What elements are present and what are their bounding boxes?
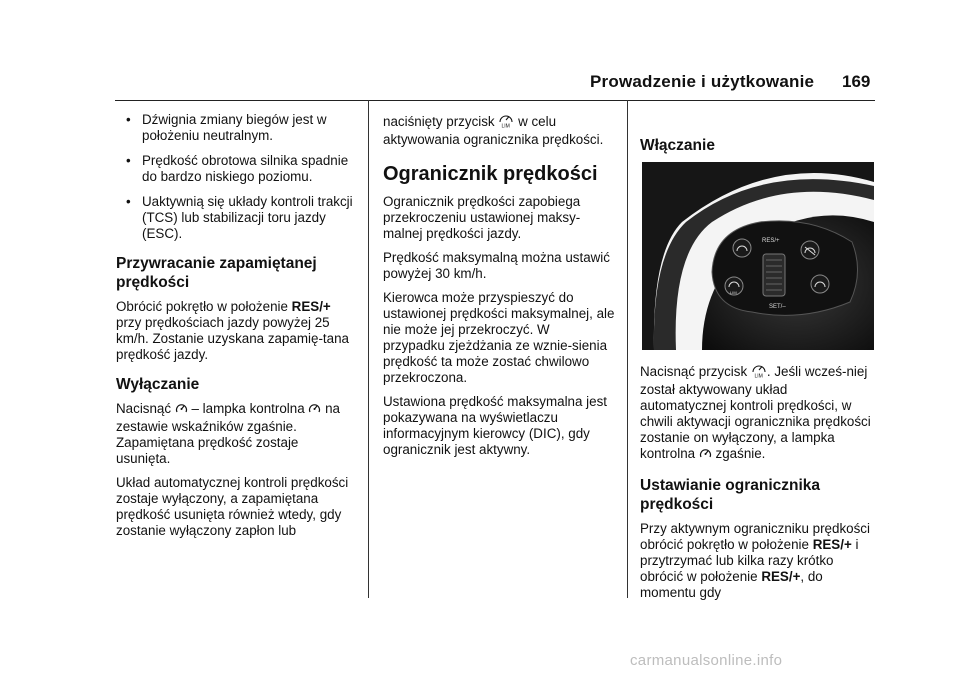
cruise-button[interactable] bbox=[733, 239, 751, 257]
speed-limiter-icon bbox=[751, 362, 767, 382]
bullet-item bbox=[116, 153, 356, 185]
off-paragraph-2: Układ automatycznej kontroli prędkości zostaje wyłączony, a zapamiętana prędkość usunięta również wtedy, gdy zostanie wyłączony zapłon lub bbox=[116, 475, 349, 538]
watermark: carmanualsonline.info bbox=[630, 652, 783, 669]
off-text-cont: – lampka kontrolna bbox=[187, 401, 309, 416]
cruise-control-icon bbox=[175, 402, 188, 419]
speed-limiter-icon bbox=[498, 112, 514, 132]
bullet-item bbox=[116, 112, 356, 144]
off-text-end: na zestawie wskaźników zgaśnie. Zapamiętana prędkość zostaje usunięta. bbox=[116, 401, 341, 466]
limiter-paragraph-2: Prędkość maksymalną można ustawić powyżej 30 km/h. bbox=[383, 250, 610, 281]
resume-paragraph bbox=[116, 299, 356, 363]
set-bold-term: RES/+ bbox=[812, 537, 852, 552]
page-number: 169 bbox=[842, 72, 871, 91]
set-text: Przy aktywnym ograniczniku prędkości obrócić pokrętło w położenie bbox=[640, 521, 870, 552]
on-text: Nacisnąć przycisk bbox=[640, 364, 751, 379]
bullet-text: Dźwignia zmiany biegów jest w położeniu neutralnym. bbox=[142, 112, 327, 143]
set-label: SET/– bbox=[769, 304, 786, 310]
on-text-end: zgaśnie. bbox=[711, 446, 766, 461]
off-paragraph bbox=[116, 401, 356, 467]
steering-wheel-photo bbox=[642, 162, 874, 350]
resume-text: Obrócić pokrętło w położenie bbox=[116, 299, 292, 314]
on-text-cont: . Jeśli wcześ-niej został aktywowany układ automatycznej kontroli prędkości, w chwili aktywacji ogranicznika prędkości zostanie on wyłączony, a lampka kontrolna bbox=[640, 364, 871, 461]
res-label: RES/+ bbox=[762, 238, 780, 244]
limiter-heading: Ogranicznik prędkości bbox=[383, 163, 598, 185]
on-heading: Włączanie bbox=[640, 137, 715, 154]
lim-label: LIM bbox=[730, 290, 737, 295]
bullet-dot: • bbox=[126, 194, 131, 209]
column-2 bbox=[383, 112, 615, 466]
column-1 bbox=[116, 112, 356, 547]
set-paragraph bbox=[640, 521, 876, 601]
on-paragraph bbox=[640, 362, 876, 464]
bullet-item bbox=[116, 194, 356, 242]
off-heading: Wyłączanie bbox=[116, 376, 200, 393]
resume-bold-term: RES/+ bbox=[291, 299, 331, 314]
limiter-paragraph-4: Ustawiona prędkość maksymalna jest pokazywana na wyświetlaczu informacyjnym kierowcy (DIC), gdy ogranicznik jest aktywny. bbox=[383, 394, 608, 457]
header-divider bbox=[115, 100, 875, 101]
follow-button[interactable] bbox=[811, 275, 829, 293]
set-text-cont: i przytrzymać lub kilka razy krótko obrócić w położenie bbox=[640, 537, 859, 584]
set-heading: Ustawianie ogranicznika prędkości bbox=[640, 477, 821, 513]
bullet-text: Prędkość obrotowa silnika spadnie do bardzo niskiego poziomu. bbox=[142, 153, 349, 184]
cruise-control-icon bbox=[308, 402, 321, 419]
limiter-paragraph-1: Ogranicznik prędkości zapobiega przekroczeniu ustawionej maksy-malnej prędkości jazdy. bbox=[383, 194, 581, 241]
svg-text:LIM: LIM bbox=[501, 123, 511, 128]
bullet-text: Uaktywnią się układy kontroli trakcji (TCS) lub stabilizacji toru jazdy (ESC). bbox=[142, 194, 353, 241]
bullet-dot: • bbox=[126, 112, 131, 127]
set-text-end: , do momentu gdy bbox=[640, 569, 823, 600]
page-header-title: Prowadzenie i użytkowanie bbox=[590, 72, 815, 91]
resume-text-cont: przy prędkościach jazdy powyżej 25 km/h. Zostanie uzyskana zapamię-tana prędkość jazdy. bbox=[116, 315, 349, 362]
cont-text: naciśnięty przycisk bbox=[383, 114, 499, 129]
cruise-control-icon bbox=[699, 447, 712, 464]
set-bold-term-2: RES/+ bbox=[761, 569, 801, 584]
off-text: Nacisnąć bbox=[116, 401, 175, 416]
column-divider-2 bbox=[627, 100, 628, 598]
limiter-paragraph-3: Kierowca może przyspieszyć do ustawionej prędkości maksymalnej, ale nie może jej przekroczyć. W przypadku zjeżdżania ze wznie-sienia prędkość ta może zostać chwilowo przekroczona. bbox=[383, 290, 615, 385]
cancel-button[interactable] bbox=[801, 241, 819, 259]
resume-heading: Przywracanie zapamiętanej prędkości bbox=[116, 255, 317, 291]
bullet-dot: • bbox=[126, 153, 131, 168]
svg-text:LIM: LIM bbox=[754, 373, 763, 378]
column-3 bbox=[640, 112, 876, 609]
cont-text-end: w celu aktywowania ogranicznika prędkości. bbox=[383, 114, 604, 147]
continuation-paragraph bbox=[383, 112, 615, 148]
column-divider-1 bbox=[368, 100, 369, 598]
